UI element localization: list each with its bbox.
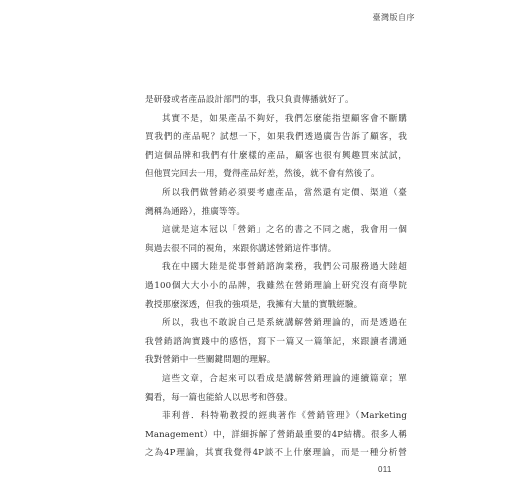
paragraph-line: 我營銷諮詢實踐中的感悟，寫下一篇又一篇筆記，來跟讀者溝通 — [145, 336, 407, 347]
paragraph-line: 教授那麼深透，但我的強項是，我擁有大量的實戰經驗。 — [145, 299, 363, 310]
paragraph-line: 買我們的產品呢？試想一下，如果我們透過廣告告訴了顧客，我 — [145, 132, 407, 143]
paragraph-line: 所以，我也不敢說自己是系統講解營銷理論的，而是透過在 — [162, 318, 407, 329]
paragraph-line: 其實不是，如果產品不夠好，我們怎麼能指望顧客會不斷購 — [162, 113, 407, 124]
paragraph-line: 菲利普．科特勒教授的經典著作《營銷管理》（Marketing — [162, 411, 407, 422]
page-number: 011 — [378, 465, 392, 474]
paragraph-line: 我對營銷中一些關鍵問題的理解。 — [145, 355, 276, 366]
paragraph-line: 這些文章，合起來可以看成是講解營銷理論的連續篇章；單 — [162, 373, 407, 384]
paragraph-line: 所以我們做營銷必須要考慮產品，當然還有定價、渠道（臺 — [162, 187, 407, 198]
paragraph-line: 灣稱為通路），推廣等等。 — [145, 206, 246, 217]
paragraph-line: 與過去很不同的視角，來跟你講述營銷這件事情。 — [145, 243, 337, 254]
paragraph-line: 之為4P理論，其實我覺得4P談不上什麼理論，而是一種分析營 — [145, 448, 407, 459]
paragraph-line: Management）中，詳細拆解了營銷最重要的4P結構。很多人稱 — [145, 429, 407, 440]
paragraph-line: 但他買完回去一用，覺得產品好差，然後，就不會有然後了。 — [145, 169, 380, 180]
paragraph-line: 我在中國大陸是從事營銷諮詢業務，我們公司服務過大陸超 — [162, 262, 407, 273]
paragraph-line: 獨看，每一篇也能給人以思考和啓發。 — [145, 392, 293, 403]
paragraph-line: 過100個大大小小的品牌，我雖然在營銷理論上研究沒有商學院 — [145, 280, 407, 291]
paragraph-line: 們這個品牌和我們有什麼樣的產品，顧客也很有興趣買來試試， — [145, 150, 407, 161]
body-text — [145, 91, 407, 463]
paragraph-line: 是研發或者產品設計部門的事，我只負責傳播就好了。 — [145, 95, 354, 105]
running-header: 臺灣版自序 — [372, 13, 415, 22]
paragraph-line: 這就是這本冠以「營銷」之名的書之不同之處，我會用一個 — [162, 225, 407, 236]
